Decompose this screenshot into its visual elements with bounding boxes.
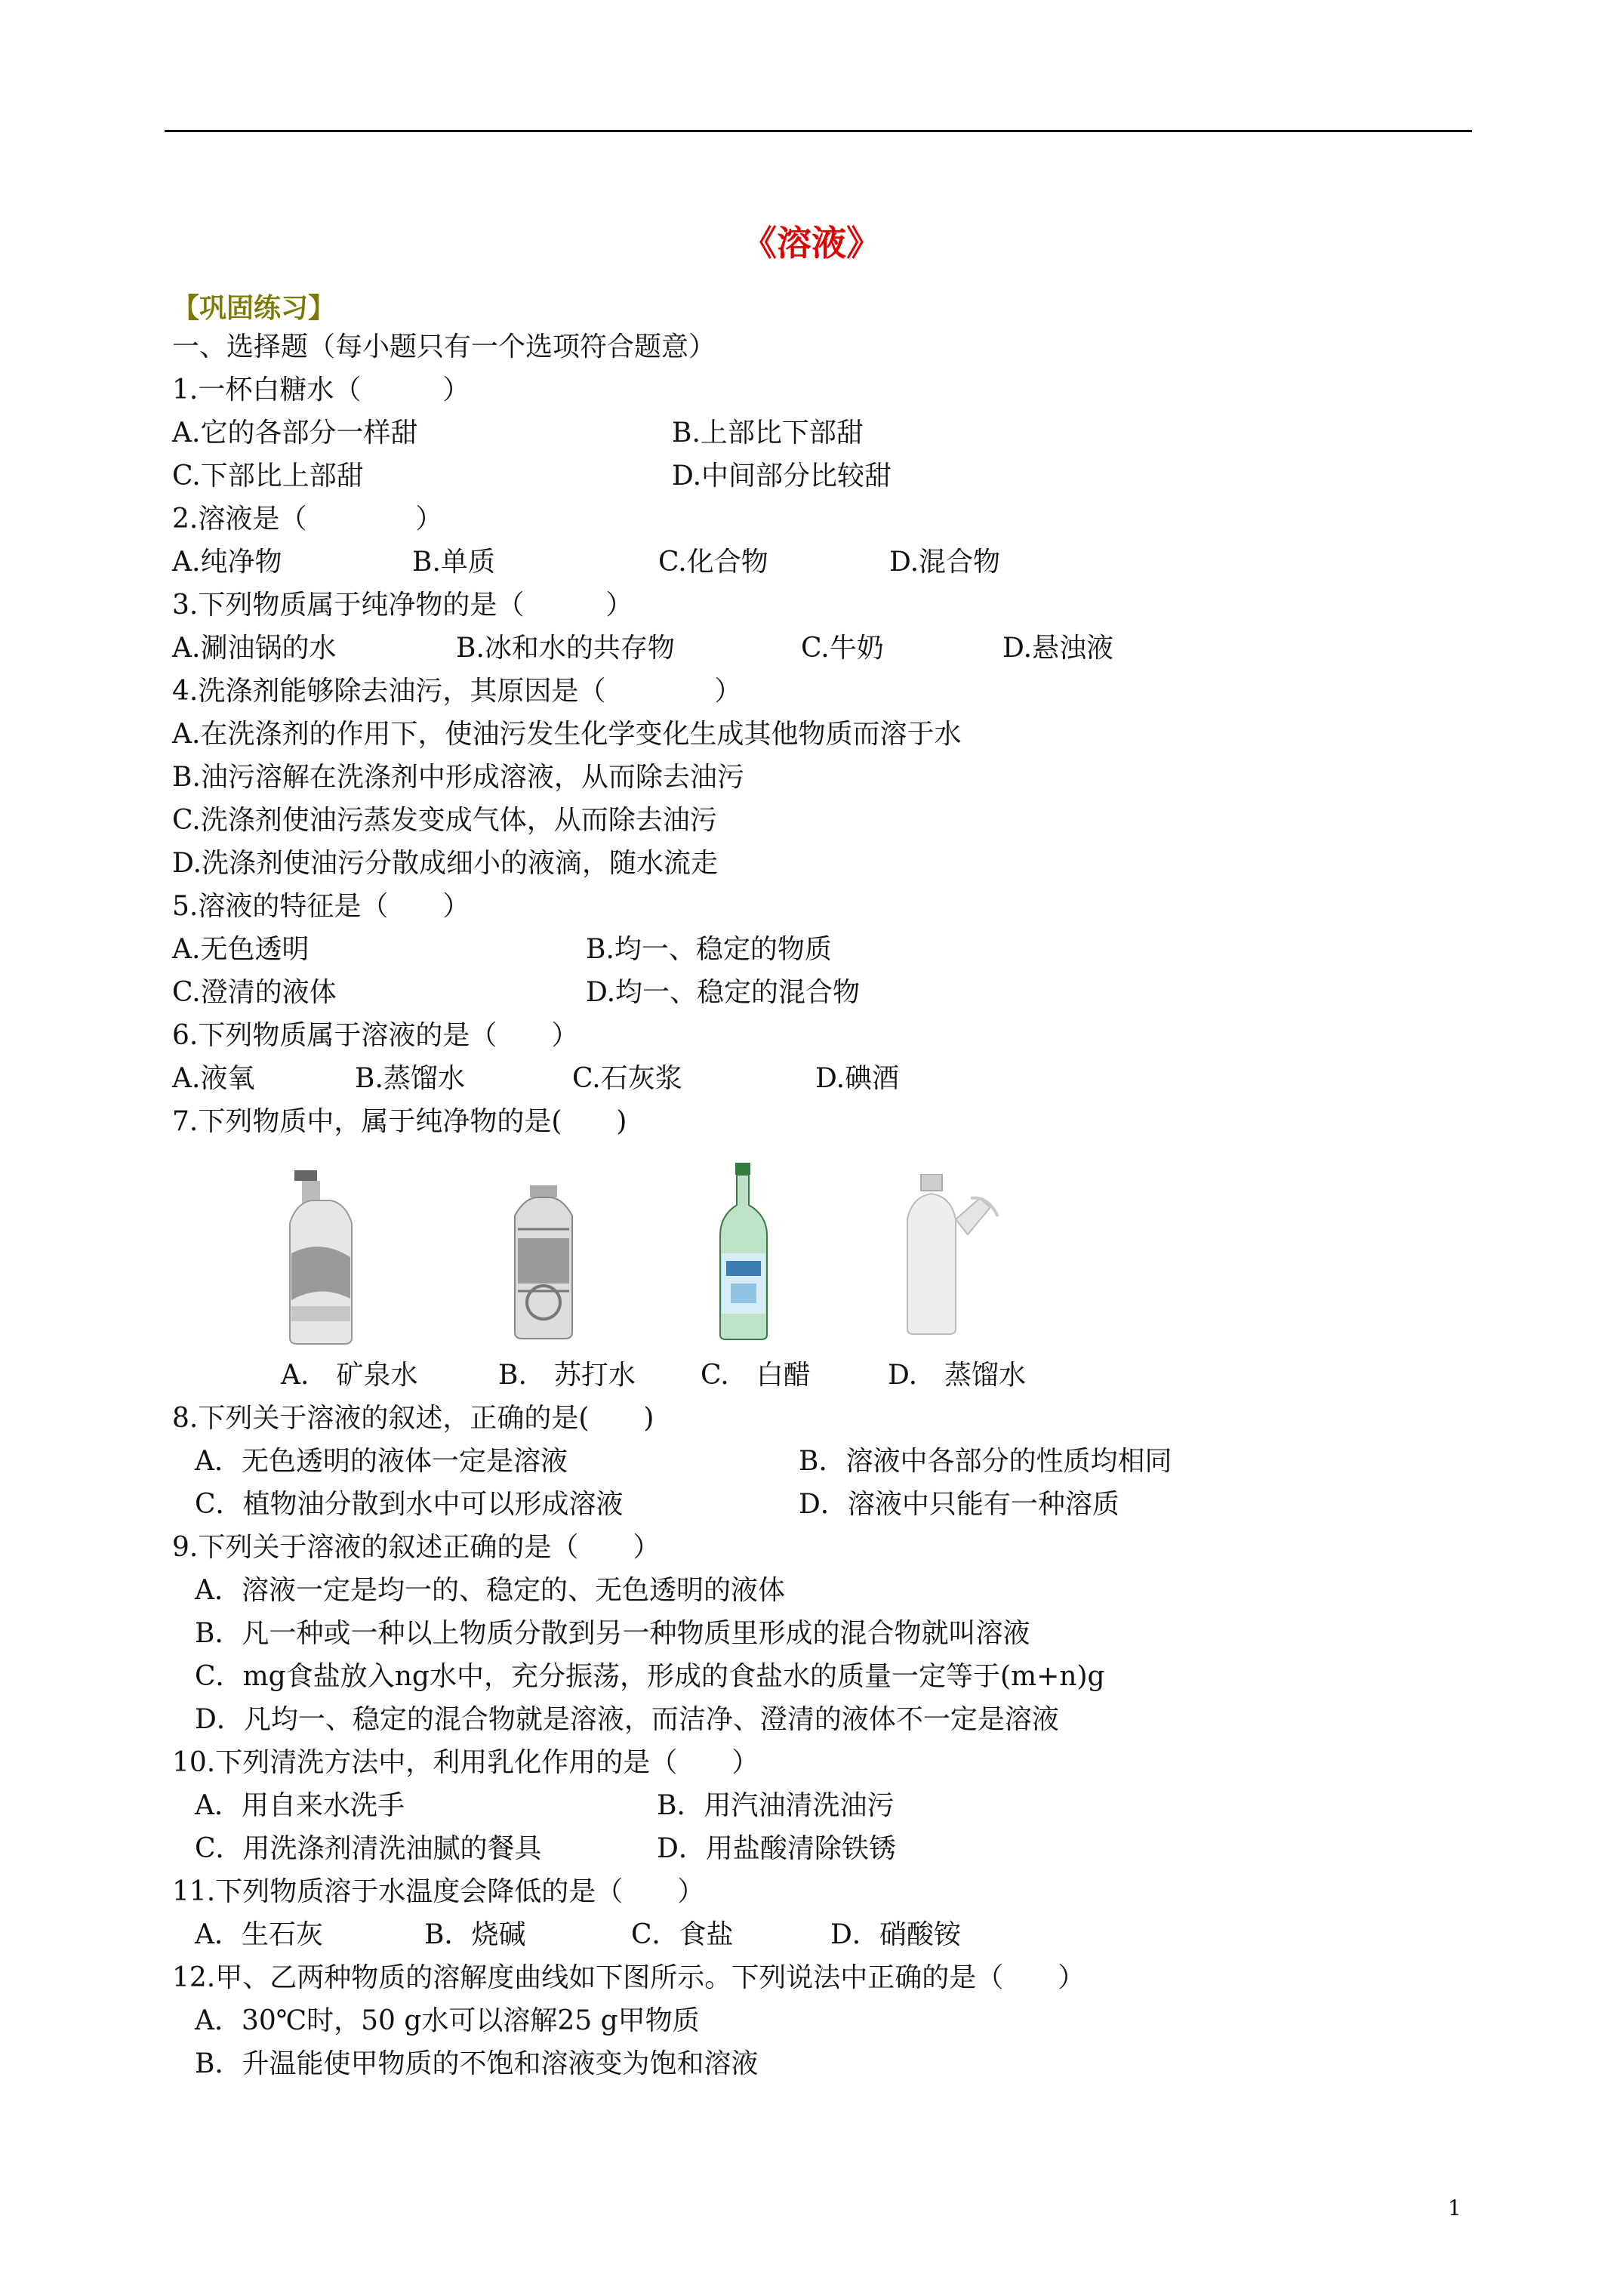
question-5-option-c: C.澄清的液体: [172, 977, 337, 1008]
question-6-option-b: B.蒸馏水: [355, 1063, 465, 1094]
question-4-option-a: A.在洗涤剂的作用下，使油污发生化学变化生成其他物质而溶于水: [172, 719, 962, 750]
question-5-stem: 5.溶液的特征是（ ）: [172, 891, 470, 922]
question-11-option-a: A．生石灰: [195, 1919, 323, 1950]
question-10-stem: 10.下列清洗方法中，利用乳化作用的是（ ）: [172, 1747, 759, 1778]
question-4-option-b: B.油污溶解在洗涤剂中形成溶液，从而除去油污: [172, 762, 744, 793]
soda-water-bottle-image: [501, 1185, 586, 1340]
question-12-option-b: B．升温能使甲物质的不饱和溶液变为饱和溶液: [195, 2048, 759, 2079]
question-10-option-b: B．用汽油清洗油污: [657, 1790, 895, 1821]
question-2-option-c: C.化合物: [658, 547, 768, 578]
question-7-option-b: B. 苏打水: [498, 1360, 636, 1391]
question-4-option-d: D.洗涤剂使油污分散成细小的液滴，随水流走: [172, 848, 719, 879]
question-3-option-a: A.涮油锅的水: [172, 633, 337, 664]
question-9-option-d: D．凡均一、稳定的混合物就是溶液，而洁净、澄清的液体不一定是溶液: [195, 1704, 1059, 1735]
header-rule: [165, 130, 1472, 132]
question-2-option-b: B.单质: [412, 547, 495, 578]
question-9-stem: 9.下列关于溶液的叙述正确的是（ ）: [172, 1532, 661, 1563]
question-3-option-b: B.冰和水的共存物: [456, 633, 675, 664]
question-12-stem: 12.甲、乙两种物质的溶解度曲线如下图所示。下列说法中正确的是（ ）: [172, 1962, 1086, 1993]
question-8-option-a: A．无色透明的液体一定是溶液: [195, 1446, 568, 1477]
question-6-stem: 6.下列物质属于溶液的是（ ）: [172, 1020, 579, 1051]
question-10-option-c: C．用洗涤剂清洗油腻的餐具: [195, 1833, 542, 1864]
question-7-option-a: A. 矿泉水: [281, 1360, 418, 1391]
question-11-stem: 11.下列物质溶于水温度会降低的是（ ）: [172, 1876, 705, 1907]
question-4-stem: 4.洗涤剂能够除去油污，其原因是（ ）: [172, 676, 742, 707]
question-10-option-d: D．用盐酸清除铁锈: [657, 1833, 896, 1864]
question-4-option-c: C.洗涤剂使油污蒸发变成气体，从而除去油污: [172, 805, 717, 836]
mineral-water-bottle-image: [279, 1170, 362, 1345]
distilled-water-bottle-image: [895, 1174, 1002, 1336]
question-2-option-d: D.混合物: [889, 547, 1001, 578]
part-heading: 一、选择题（每小题只有一个选项符合题意）: [172, 331, 716, 362]
question-1-option-b: B.上部比下部甜: [672, 418, 864, 448]
question-7-option-d: D. 蒸馏水: [888, 1360, 1027, 1391]
question-6-option-a: A.液氧: [172, 1063, 255, 1094]
question-10-option-a: A．用自来水洗手: [195, 1790, 405, 1821]
question-8-option-d: D．溶液中只能有一种溶质: [799, 1489, 1119, 1520]
white-vinegar-bottle-image: [711, 1163, 776, 1341]
question-8-option-c: C．植物油分散到水中可以形成溶液: [195, 1489, 624, 1520]
question-5-option-d: D.均一、稳定的混合物: [586, 977, 861, 1008]
section-heading: 【巩固练习】: [172, 292, 336, 324]
question-8-stem: 8.下列关于溶液的叙述，正确的是( ): [172, 1403, 654, 1434]
question-12-option-a: A．30℃时，50 g水可以溶解25 g甲物质: [195, 2005, 700, 2036]
question-9-option-c: C．mg食盐放入ng水中，充分振荡，形成的食盐水的质量一定等于(m+n)g: [195, 1661, 1105, 1692]
question-3-option-d: D.悬浊液: [1002, 633, 1114, 664]
question-6-option-d: D.碘酒: [815, 1063, 900, 1094]
question-7-option-c: C. 白醋: [701, 1360, 811, 1391]
document-title: 《溶液》: [742, 223, 881, 264]
question-5-option-a: A.无色透明: [172, 934, 310, 965]
question-7-stem: 7.下列物质中，属于纯净物的是( ): [172, 1106, 627, 1137]
question-8-option-b: B．溶液中各部分的性质均相同: [799, 1446, 1172, 1477]
question-1-option-c: C.下部比上部甜: [172, 461, 364, 492]
question-9-option-a: A．溶液一定是均一的、稳定的、无色透明的液体: [195, 1575, 785, 1606]
question-1-option-d: D.中间部分比较甜: [672, 461, 892, 492]
question-2-option-a: A.纯净物: [172, 547, 282, 578]
question-2-stem: 2.溶液是（ ）: [172, 504, 443, 535]
question-5-option-b: B.均一、稳定的物质: [586, 934, 832, 965]
question-11-option-c: C．食盐: [631, 1919, 734, 1950]
question-6-option-c: C.石灰浆: [572, 1063, 682, 1094]
question-1-option-a: A.它的各部分一样甜: [172, 418, 418, 448]
question-9-option-b: B．凡一种或一种以上物质分散到另一种物质里形成的混合物就叫溶液: [195, 1618, 1030, 1649]
question-11-option-d: D．硝酸铵: [830, 1919, 961, 1950]
question-3-option-c: C.牛奶: [801, 633, 884, 664]
question-11-option-b: B．烧碱: [424, 1919, 526, 1950]
question-1-stem: 1.一杯白糖水（ ）: [172, 374, 470, 405]
question-3-stem: 3.下列物质属于纯净物的是（ ）: [172, 590, 633, 621]
page-number: 1: [1448, 2196, 1461, 2220]
